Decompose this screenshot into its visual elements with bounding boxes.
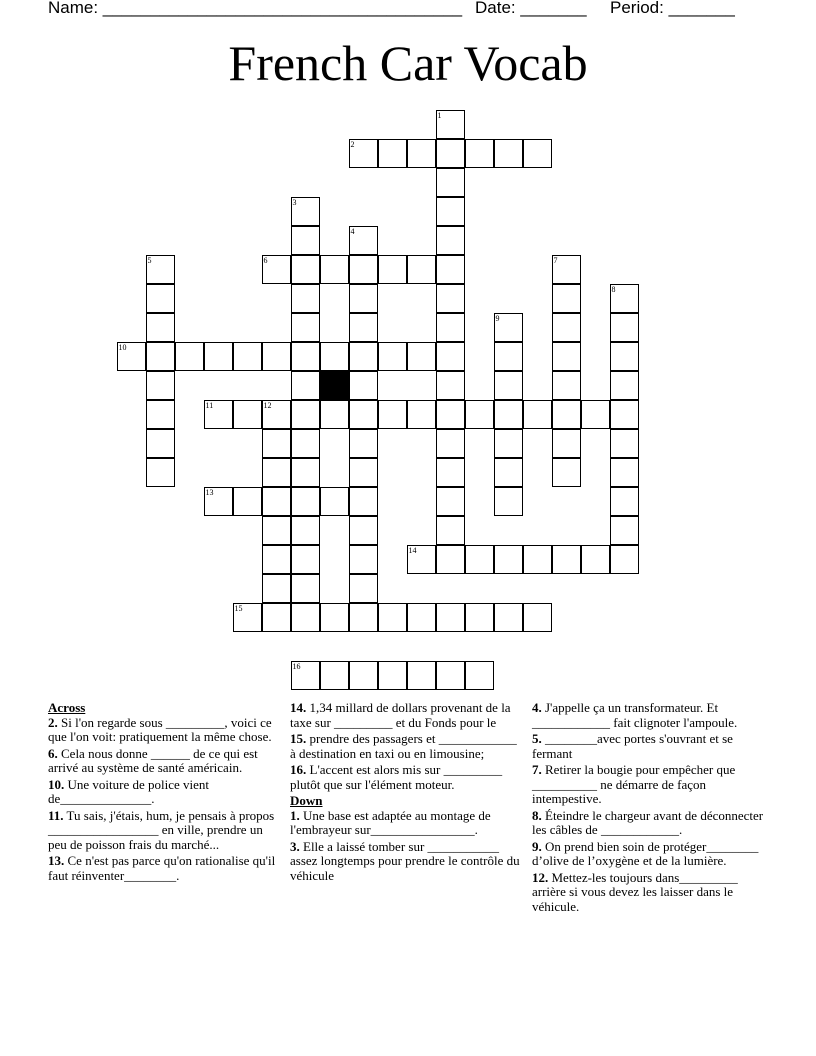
clue-number-1: 1 xyxy=(437,110,442,120)
grid-cell[interactable] xyxy=(436,400,465,429)
grid-cell[interactable] xyxy=(204,400,233,429)
grid-cell[interactable] xyxy=(436,197,465,226)
grid-cell[interactable] xyxy=(581,400,610,429)
clue-text: ________avec portes s'ouvrant et se fermant xyxy=(532,731,733,761)
grid-cell[interactable] xyxy=(407,400,436,429)
grid-cell[interactable] xyxy=(349,255,378,284)
grid-cell[interactable] xyxy=(291,545,320,574)
grid-cell[interactable] xyxy=(552,458,581,487)
grid-cell[interactable] xyxy=(349,603,378,632)
grid-cell[interactable] xyxy=(523,545,552,574)
grid-cell[interactable] xyxy=(610,429,639,458)
grid-cell[interactable] xyxy=(349,313,378,342)
date-field-label: Date: _______ xyxy=(475,0,587,17)
clue-item xyxy=(290,840,522,884)
grid-cell[interactable] xyxy=(349,516,378,545)
grid-cell[interactable] xyxy=(262,574,291,603)
grid-cell[interactable] xyxy=(291,226,320,255)
grid-cell[interactable] xyxy=(407,255,436,284)
clue-number: 13. xyxy=(48,853,65,868)
grid-cell[interactable] xyxy=(146,342,175,371)
grid-cell[interactable] xyxy=(291,429,320,458)
clue-number: 1. xyxy=(290,807,300,823)
grid-cell[interactable] xyxy=(581,545,610,574)
grid-cell[interactable] xyxy=(552,545,581,574)
grid-cell[interactable] xyxy=(146,400,175,429)
grid-cell[interactable] xyxy=(436,342,465,371)
grid-cell[interactable] xyxy=(291,487,320,516)
grid-cell[interactable] xyxy=(175,342,204,371)
grid-cell[interactable] xyxy=(146,255,175,284)
grid-cell[interactable] xyxy=(436,226,465,255)
clue-item xyxy=(48,747,276,776)
grid-cell[interactable] xyxy=(262,545,291,574)
grid-cell[interactable] xyxy=(436,661,465,690)
grid-cell[interactable] xyxy=(233,400,262,429)
grid-cell[interactable] xyxy=(349,371,378,400)
grid-cell[interactable] xyxy=(407,603,436,632)
clue-number-8: 8 xyxy=(611,284,616,294)
clue-text: Éteindre le chargeur avant de déconnecter les câbles de ____________. xyxy=(532,807,764,837)
grid-cell[interactable] xyxy=(204,487,233,516)
grid-cell[interactable] xyxy=(552,429,581,458)
clue-number-2: 2 xyxy=(350,139,355,149)
grid-cell[interactable] xyxy=(610,516,639,545)
grid-cell[interactable] xyxy=(320,487,349,516)
clue-item xyxy=(290,732,522,761)
clue-text: Retirer la bougie pour empêcher que __________ ne démarre de façon intempestive. xyxy=(532,762,736,806)
clue-number: 9. xyxy=(532,838,542,854)
grid-cell[interactable] xyxy=(407,342,436,371)
clue-item xyxy=(48,809,276,853)
clue-number-13: 13 xyxy=(205,487,214,497)
clue-number: 3. xyxy=(290,838,300,854)
grid-cell[interactable] xyxy=(349,342,378,371)
grid-cell[interactable] xyxy=(552,284,581,313)
grid-cell[interactable] xyxy=(291,400,320,429)
grid-cell[interactable] xyxy=(436,603,465,632)
grid-cell[interactable] xyxy=(291,313,320,342)
clue-number: 14. xyxy=(290,700,307,715)
clue-number-14: 14 xyxy=(408,545,417,555)
grid-cell[interactable] xyxy=(291,255,320,284)
grid-cell[interactable] xyxy=(436,313,465,342)
grid-cell[interactable] xyxy=(552,371,581,400)
grid-cell[interactable] xyxy=(436,371,465,400)
clue-text: J'appelle ça un transformateur. Et ____________ fait clignoter l'ampoule. xyxy=(532,700,738,730)
grid-cell[interactable] xyxy=(465,139,494,168)
grid-cell[interactable] xyxy=(262,429,291,458)
across-heading: Across xyxy=(48,700,86,715)
grid-cell[interactable] xyxy=(436,139,465,168)
grid-cell[interactable] xyxy=(146,313,175,342)
grid-cell[interactable] xyxy=(378,342,407,371)
grid-cell[interactable] xyxy=(465,400,494,429)
grid-cell[interactable] xyxy=(494,371,523,400)
grid-cell[interactable] xyxy=(407,661,436,690)
grid-cell[interactable] xyxy=(436,429,465,458)
grid-cell[interactable] xyxy=(349,139,378,168)
grid-cell[interactable] xyxy=(378,255,407,284)
clue-text: Une base est adaptée au montage de l'embrayeur sur________________. xyxy=(290,807,491,837)
clue-text: 1,34 millard de dollars provenant de la taxe sur _________ et du Fonds pour le xyxy=(290,700,511,730)
grid-cell[interactable] xyxy=(291,574,320,603)
clue-item xyxy=(290,763,522,792)
grid-cell[interactable] xyxy=(349,226,378,255)
clue-number: 10. xyxy=(48,776,65,792)
clue-item xyxy=(48,854,276,883)
grid-cell[interactable] xyxy=(291,516,320,545)
grid-cell[interactable] xyxy=(610,313,639,342)
grid-cell[interactable] xyxy=(523,603,552,632)
grid-cell[interactable] xyxy=(436,458,465,487)
grid-cell[interactable] xyxy=(378,139,407,168)
grid-cell[interactable] xyxy=(610,284,639,313)
grid-cell[interactable] xyxy=(465,603,494,632)
clue-text: Cela nous donne ______ de ce qui est arrivé au système de santé américain. xyxy=(48,745,258,775)
clue-number-5: 5 xyxy=(147,255,152,265)
grid-cell[interactable] xyxy=(610,371,639,400)
grid-cell[interactable] xyxy=(552,400,581,429)
grid-cell[interactable] xyxy=(291,458,320,487)
clue-text: Une voiture de police vient de______________. xyxy=(48,776,210,806)
down-heading: Down xyxy=(290,793,323,808)
clue-item xyxy=(532,809,768,838)
grid-cell[interactable] xyxy=(552,313,581,342)
grid-cell[interactable] xyxy=(494,313,523,342)
grid-cell[interactable] xyxy=(146,429,175,458)
grid-cell[interactable] xyxy=(291,603,320,632)
down-clue-list-1 xyxy=(290,809,522,884)
grid-cell[interactable] xyxy=(494,342,523,371)
clue-item xyxy=(532,732,768,761)
clue-number-11: 11 xyxy=(205,400,214,410)
clue-text: On prend bien soin de protéger________ d’olive de l’oxygène et de la lumière. xyxy=(532,838,759,868)
grid-cell[interactable] xyxy=(233,603,262,632)
grid-cell[interactable] xyxy=(262,400,291,429)
grid-cell[interactable] xyxy=(262,487,291,516)
clue-text: Ce n'est pas parce qu'on rationalise qu'il faut réinventer________. xyxy=(48,853,276,883)
grid-cell[interactable] xyxy=(262,342,291,371)
clue-number-9: 9 xyxy=(495,313,500,323)
clue-item xyxy=(532,840,768,869)
clue-number: 2. xyxy=(48,714,58,730)
grid-cell[interactable] xyxy=(291,197,320,226)
clue-text: Si l'on regarde sous _________, voici ce que l'on voit: pratiquement la même chose. xyxy=(48,714,272,744)
grid-cell[interactable] xyxy=(233,487,262,516)
grid-cell[interactable] xyxy=(436,168,465,197)
grid-cell[interactable] xyxy=(291,371,320,400)
clue-number: 12. xyxy=(532,869,549,885)
clue-number-15: 15 xyxy=(234,603,243,613)
clue-number: 6. xyxy=(48,745,58,761)
grid-cell[interactable] xyxy=(436,110,465,139)
name-field-label: Name: ______________________________________ xyxy=(48,0,463,17)
clue-number-12: 12 xyxy=(263,400,272,410)
grid-cell[interactable] xyxy=(320,342,349,371)
grid-cell[interactable] xyxy=(436,545,465,574)
grid-cell[interactable] xyxy=(378,603,407,632)
grid-cell[interactable] xyxy=(262,458,291,487)
clue-item xyxy=(290,809,522,838)
grid-cell[interactable] xyxy=(494,429,523,458)
clue-text: prendre des passagers et ____________ à destination en taxi ou en limousine; xyxy=(290,731,517,761)
clue-number-4: 4 xyxy=(350,226,355,236)
clue-number-7: 7 xyxy=(553,255,558,265)
clues-column-1 xyxy=(48,701,276,885)
clue-item xyxy=(532,701,768,730)
clue-number: 11. xyxy=(48,807,64,823)
clue-number: 16. xyxy=(290,762,307,777)
grid-cell[interactable] xyxy=(552,342,581,371)
grid-cell[interactable] xyxy=(378,400,407,429)
clue-number-10: 10 xyxy=(118,342,127,352)
across-clue-list-1 xyxy=(48,716,276,884)
grid-cell[interactable] xyxy=(291,661,320,690)
clue-item xyxy=(48,778,276,807)
grid-cell[interactable] xyxy=(349,400,378,429)
clue-number: 7. xyxy=(532,762,542,777)
grid-cell[interactable] xyxy=(494,487,523,516)
page-title: French Car Vocab xyxy=(228,35,588,91)
grid-cell[interactable] xyxy=(610,458,639,487)
grid-cell[interactable] xyxy=(233,342,262,371)
grid-cell[interactable] xyxy=(494,545,523,574)
grid-cell[interactable] xyxy=(146,284,175,313)
grid-cell[interactable] xyxy=(465,545,494,574)
grid-cell[interactable] xyxy=(494,400,523,429)
grid-cell[interactable] xyxy=(349,487,378,516)
clue-number: 8. xyxy=(532,807,542,823)
clue-text: L'accent est alors mis sur _________ plutôt que sur l'élément moteur. xyxy=(290,762,503,792)
grid-cell[interactable] xyxy=(146,458,175,487)
clue-number-6: 6 xyxy=(263,255,268,265)
clue-number: 5. xyxy=(532,731,542,746)
grid-cell[interactable] xyxy=(320,603,349,632)
down-clue-list-2 xyxy=(532,701,768,914)
clues-column-2 xyxy=(290,701,522,885)
grid-cell[interactable] xyxy=(610,487,639,516)
clue-number: 15. xyxy=(290,731,307,746)
clue-number-16: 16 xyxy=(292,661,301,671)
grid-cell[interactable] xyxy=(349,661,378,690)
grid-cell[interactable] xyxy=(494,458,523,487)
grid-cell[interactable] xyxy=(349,429,378,458)
grid-cell[interactable] xyxy=(146,371,175,400)
grid-cell[interactable] xyxy=(349,545,378,574)
grid-cell[interactable] xyxy=(262,603,291,632)
clue-text: Tu sais, j'étais, hum, je pensais à propos _________________ en ville, prendre un peu de poisson frais du marché... xyxy=(48,807,275,852)
grid-cell[interactable] xyxy=(320,400,349,429)
grid-cell[interactable] xyxy=(349,574,378,603)
across-clue-list-2 xyxy=(290,701,522,792)
grid-cell[interactable] xyxy=(262,516,291,545)
grid-cell[interactable] xyxy=(407,545,436,574)
grid-cell[interactable] xyxy=(320,661,349,690)
grid-cell[interactable] xyxy=(436,284,465,313)
grid-cell[interactable] xyxy=(262,255,291,284)
grid-cell[interactable] xyxy=(436,516,465,545)
grid-cell[interactable] xyxy=(494,139,523,168)
grid-cell[interactable] xyxy=(610,545,639,574)
clue-item xyxy=(290,701,522,730)
grid-cell[interactable] xyxy=(610,342,639,371)
clue-number-3: 3 xyxy=(292,197,297,207)
grid-cell[interactable] xyxy=(117,342,146,371)
clue-item xyxy=(532,763,768,807)
grid-cell[interactable] xyxy=(465,661,494,690)
grid-black-cell xyxy=(320,371,349,400)
grid-cell[interactable] xyxy=(320,255,349,284)
grid-cell[interactable] xyxy=(407,139,436,168)
grid-cell[interactable] xyxy=(552,255,581,284)
grid-cell[interactable] xyxy=(291,342,320,371)
clue-text: Elle a laissé tomber sur ___________ assez longtemps pour prendre le contrôle du véhicule xyxy=(290,838,520,883)
period-field-label: Period: _______ xyxy=(610,0,735,17)
clue-number: 4. xyxy=(532,700,542,715)
grid-cell[interactable] xyxy=(610,400,639,429)
grid-cell[interactable] xyxy=(436,487,465,516)
grid-cell[interactable] xyxy=(349,284,378,313)
clue-item xyxy=(48,716,276,745)
grid-cell[interactable] xyxy=(523,400,552,429)
clues-column-3 xyxy=(532,701,768,916)
grid-cell[interactable] xyxy=(204,342,233,371)
clue-text: Mettez-les toujours dans_________ arrière si vous devez les laisser dans le véhicule. xyxy=(532,869,738,914)
grid-cell[interactable] xyxy=(494,603,523,632)
grid-cell[interactable] xyxy=(436,255,465,284)
grid-cell[interactable] xyxy=(378,661,407,690)
grid-cell[interactable] xyxy=(349,458,378,487)
clue-item xyxy=(532,871,768,915)
grid-cell[interactable] xyxy=(291,284,320,313)
grid-cell[interactable] xyxy=(523,139,552,168)
